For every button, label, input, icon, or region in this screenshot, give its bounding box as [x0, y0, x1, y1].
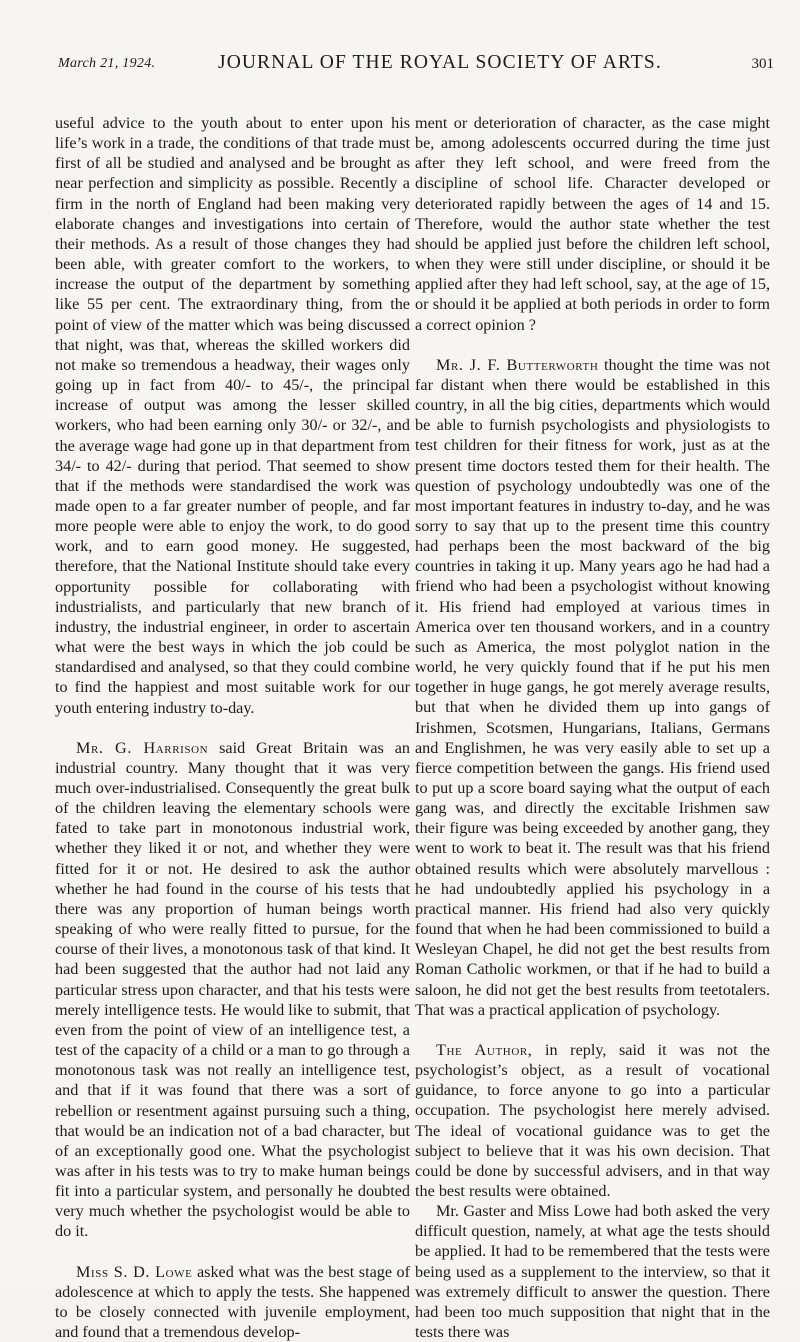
paragraph: useful advice to the youth about to enter upon his life’s work in a trade, the conditions of that trade must first of all be studied and analysed and be brought as near perfection and simplicity as possible. Recently a firm in the north of England had been making very elaborate changes and investigations into certain of their methods. As a result of those changes they had been able, with greater comfort to the workers, to increase the output of the department by something like 55 per cent. The extraordinary thing, from the point of view of the matter which was being discussed that night, was that, whereas the skilled workers did not make so tremendous a headway, their wages only going up in fact from 40/- to 45/-, the principal increase of output was among the lesser skilled workers, who had been earning only 30/- or 32/-, and the average wage had gone up in that department from 34/- to 42/- during that period. That seemed to show that if the methods were standardised the work was made open to a far greater number of people, and far more people were able to enjoy the work, to do good work, and to earn good money. He suggested, therefore, that the National Institute should take every opportunity possible for collaborating with industrialists, and particularly that new branch of industry, the industrial engineer, in order to ascertain what were the best ways in which the job could be standardised and analysed, so that they could combine to find the happiest and most suitable work for our youth entering industry to-day. — [55, 114, 410, 717]
left-column — [55, 113, 410, 1342]
paragraph-text: said Great Britain was an industrial country. Many thought that it was very much over-industrialised. Consequently the great bulk of the children leaving the elementary schools were fated to take part in monotonous industrial work, whether they liked it or not, and whether they were fitted for it or not. He desired to ask the author whether he had found in the course of his tests that there was any proportion of human beings worth speaking of who were really fitted to pursue, for the course of their lives, a monotonous task of that kind. It had been suggested that the author had not laid any particular stress upon character, and that his tests were merely intelligence tests. He would like to submit, that even from the point of view of an intelligence test, a test of the capacity of a child or a man to go through a monotonous task was not really an intelligence test, and that if it was found that there was a sort of rebellion or resentment against pursuing such a thing, that would be an indication not of a bad character, but of an exceptionally good one. What the psychologist was after in his tests was to try to make human beings fit into a particular system, and personally he doubted very much whether the psychologist would be able to do it. — [55, 738, 410, 1241]
issue-date: March 21, 1924. — [58, 56, 156, 71]
right-column — [415, 113, 770, 1342]
paragraph: Mr. Gaster and Miss Lowe had both asked the very difficult question, namely, at what age the tests should be applied. It had to be remembered that the tests were being used as a supplement to the interview, so that it was extremely difficult to answer the question. There had been too much supposition that night that in the tests there was — [415, 1202, 770, 1342]
speaker-name: Miss S. D. Lowe — [76, 1262, 193, 1281]
paragraph — [55, 738, 410, 1242]
paragraph — [415, 355, 770, 1020]
speaker-name: The Author, — [436, 1040, 533, 1059]
journal-title: JOURNAL OF THE ROYAL SOCIETY OF ARTS. — [218, 52, 662, 73]
paragraph-text: thought the time was not far distant when there would be established in this country, in all the big cities, departments which would be able to furnish psychologists and physiologists to test children for their fitness for work, just as at the present time doctors tested them for their health. The question of psychology undoubtedly was one of the most important features in industry to-day, and he was sorry to say that up to the present time this country had perhaps been the most backward of the big countries in taking it up. Many years ago he had had a friend who had been a psychologist without knowing it. His friend had employed at various times in America over ten thousand workers, and in a country such as America, the most polyglot nation in the world, he very quickly found that if he put his men together in huge gangs, he got merely average results, but that when he divided them up into gangs of Irishmen, Scotsmen, Hungarians, Italians, Germans and Englishmen, he was very easily able to set up a fierce competition between the gangs. His friend used to put up a score board saying what the output of each gang was, and directly the excitable Irishmen saw their figure was being exceeded by another gang, they went to work to beat it. The result was that his friend obtained results which were absolutely marvellous : he had undoubtedly applied his psychology in a practical manner. His friend had also very quickly found that when he had been commissioned to build a Wesleyan Chapel, he did not get the best results from Roman Catholic workmen, or that if he had to build a saloon, he did not get the best results from teetotalers. That was a practical application of psychology. — [415, 355, 770, 1019]
running-header — [58, 50, 774, 78]
paragraph-text: in reply, said it was not the psychologist’s object, as a result of vocational guidance, to force anyone to go into a particular occupation. The psychologist here merely advised. The ideal of vocational guidance was to get the subject to believe that it was his own decision. That could be done by successful advisers, and in that way the best results were obtained. — [415, 1040, 770, 1200]
page-number: 301 — [751, 56, 774, 72]
paragraph-text: asked what was the best stage of adolescence at which to apply the tests. She happened to be closely connected with juvenile employment, and found that a tremendous develop- — [55, 1262, 411, 1342]
speaker-name: Mr. J. F. Butterworth — [436, 355, 599, 374]
speaker-name: Mr. G. Harrison — [76, 738, 209, 757]
paragraph — [55, 1262, 410, 1342]
paragraph — [415, 1040, 770, 1201]
paragraph: ment or deterioration of character, as the case might be, among adolescents occurred during the time just after they left school, and were freed from the discipline of school life. Character developed or deteriorated rapidly between the ages of 14 and 15. Therefore, would the author state whether the test should be applied just before the children left school, when they were still under discipline, or should it be applied after they had left school, say, at the age of 15, or should it be applied at both periods in order to form a correct opinion ? — [415, 114, 770, 334]
